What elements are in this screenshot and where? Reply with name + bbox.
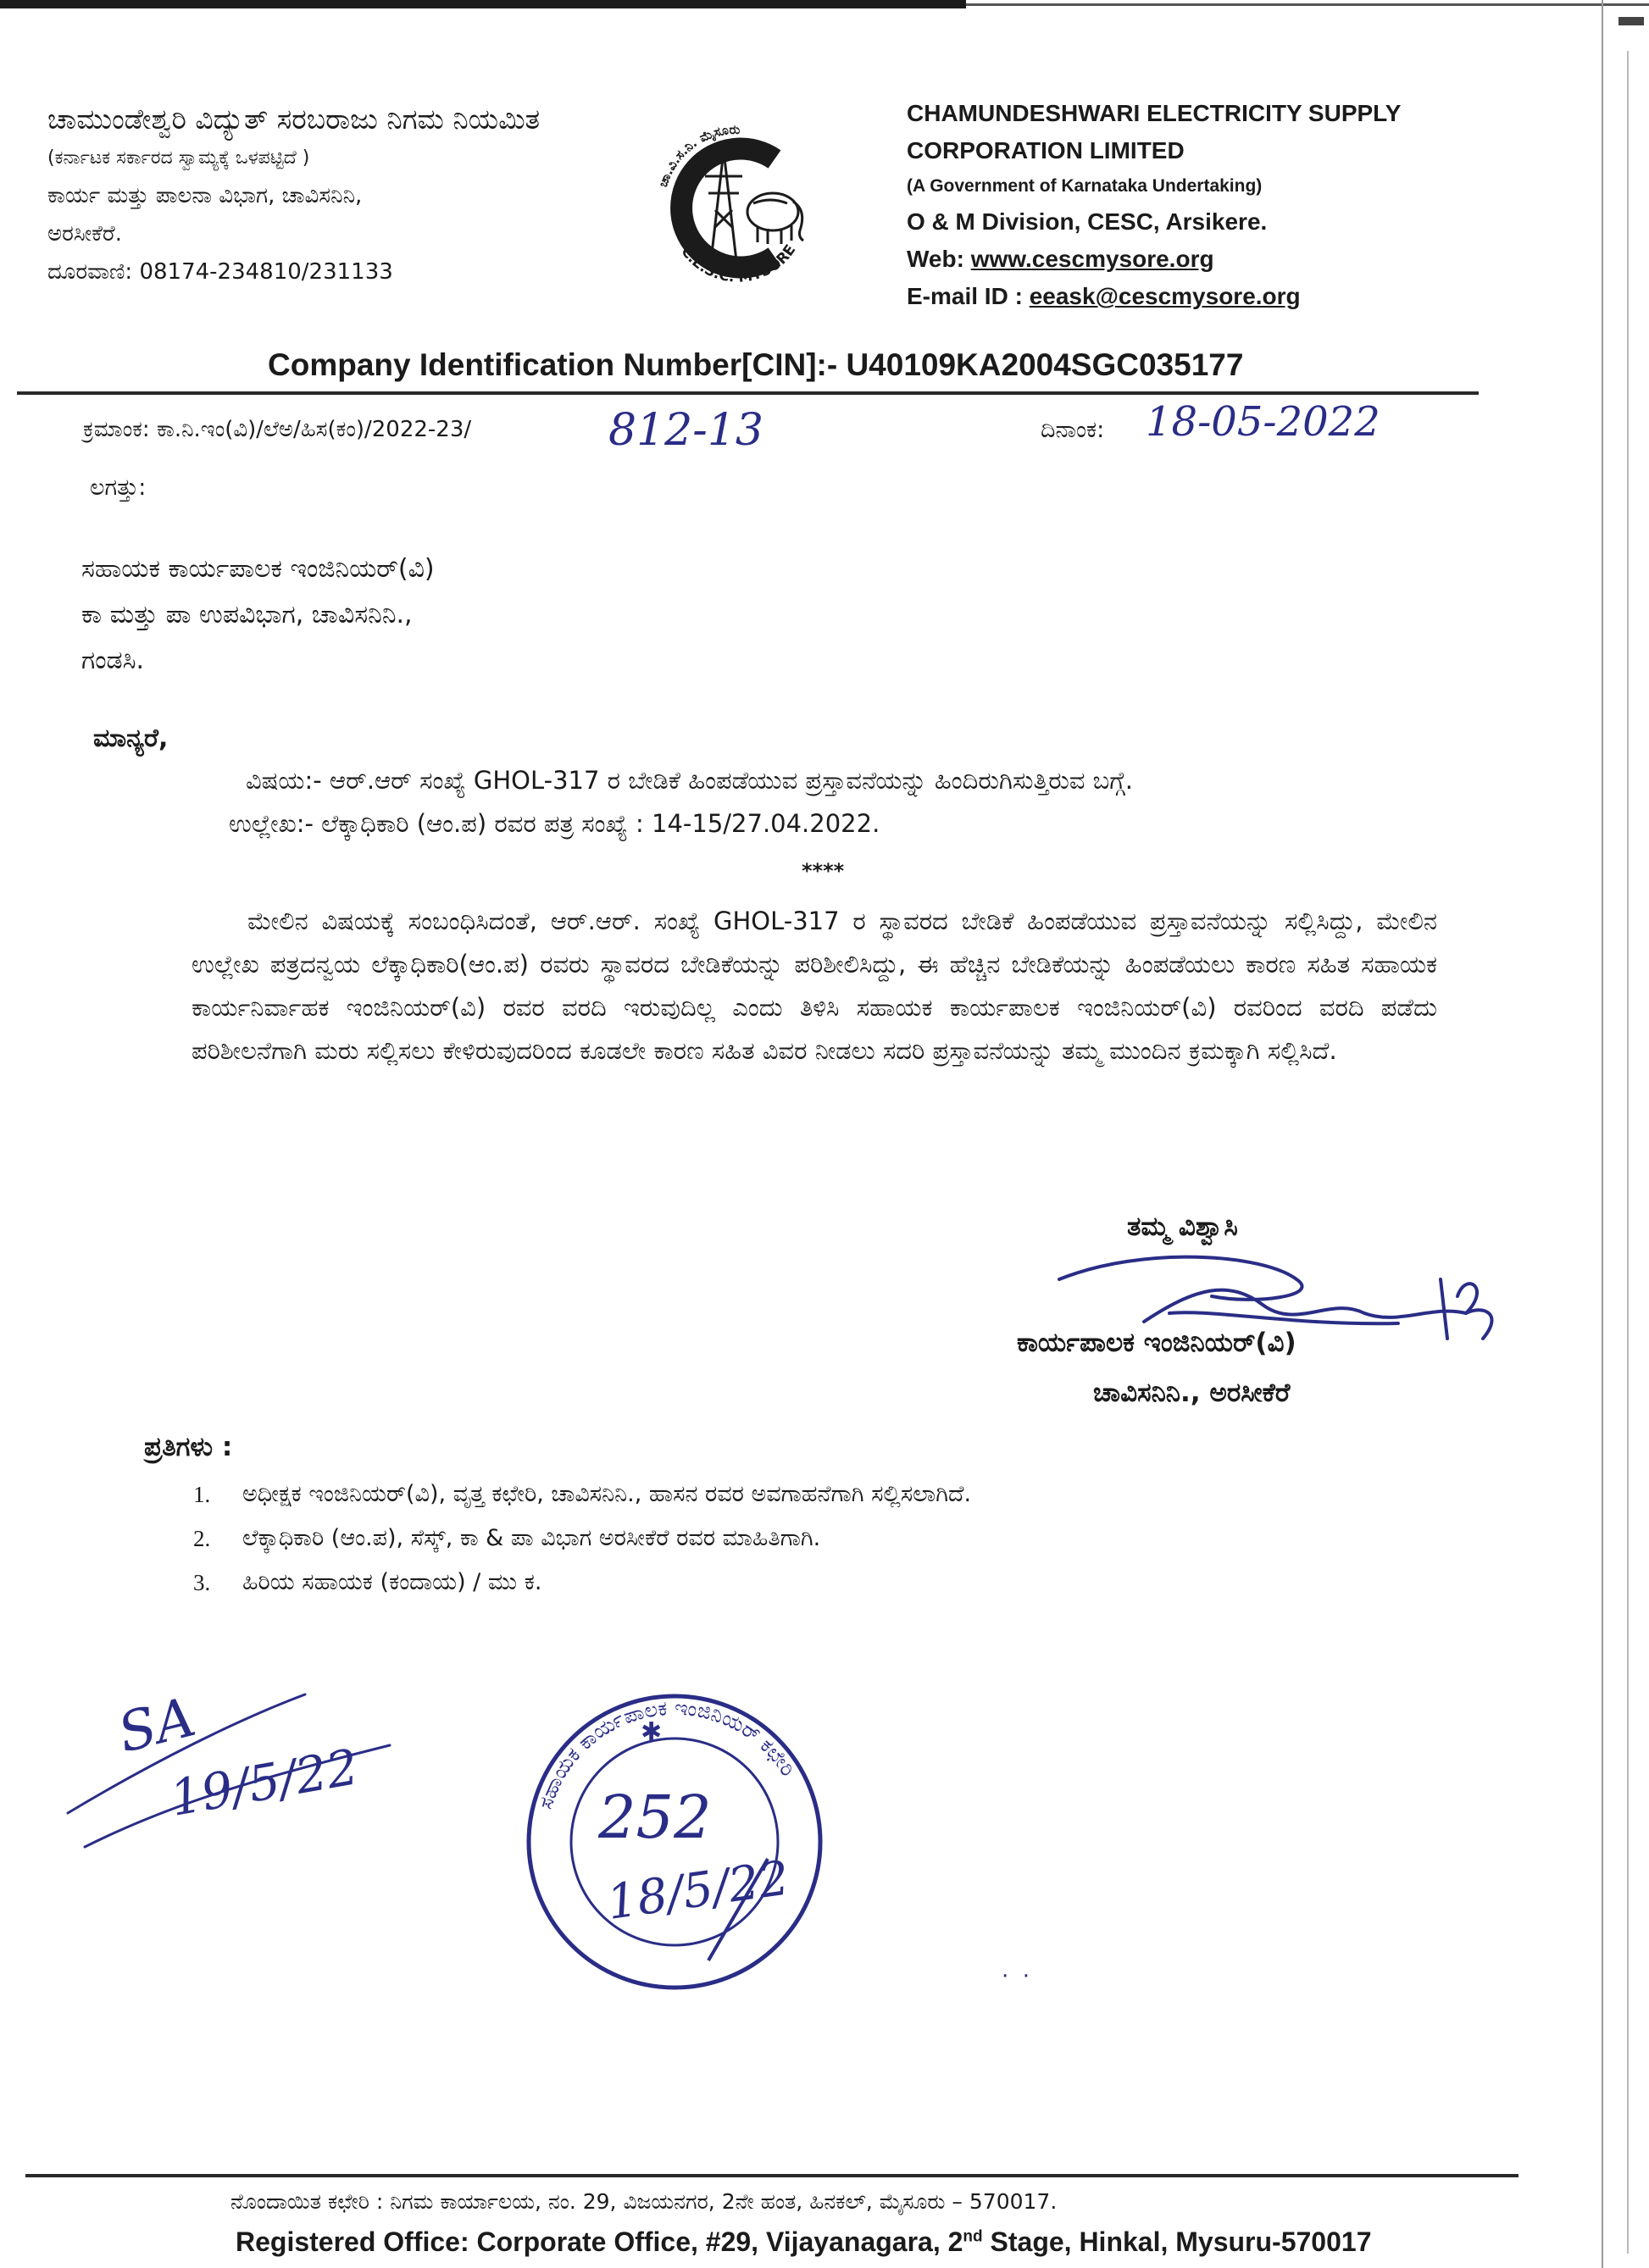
govt-undertaking-en: (A Government of Karnataka Undertaking) bbox=[907, 176, 1263, 196]
cesc-logo-icon bbox=[630, 100, 842, 312]
cin-number: Company Identification Number[CIN]:- U40109KA2004SGC035177 bbox=[268, 347, 1244, 382]
date-label: ದಿನಾಂಕ: bbox=[1041, 417, 1105, 443]
org-name-kn: ಚಾಮುಂಡೇಶ್ವರಿ ವಿದ್ಯುತ್ ಸರಬರಾಜು ನಿಗಮ ನಿಯಮಿತ bbox=[47, 103, 541, 136]
separator-stars: **** bbox=[802, 859, 845, 883]
addressee-line-2: ಕಾ ಮತ್ತು ಪಾ ಉಪವಿಭಾಗ, ಚಾವಿಸನಿನಿ., bbox=[81, 600, 413, 629]
handwritten-initials: SA bbox=[112, 1686, 202, 1766]
web-link[interactable]: www.cescmysore.org bbox=[970, 246, 1214, 272]
logo-bottom-text: C.E.S.C. MYSORE bbox=[677, 241, 800, 286]
copies-heading: ಪ್ರತಿಗಳು : bbox=[144, 1432, 233, 1462]
copy-text: ಅಧೀಕ್ಷಕ ಇಂಜಿನಿಯರ್(ವಿ), ವೃತ್ತ ಕಛೇರಿ, ಚಾವಿಸನಿನಿ., ಹಾಸನ ರವರ ಅವಗಾಹನೆಗಾಗಿ ಸಲ್ಲಿಸಲಾಗಿದೆ. bbox=[242, 1481, 972, 1507]
logo-top-text: ಚಾ.ವಿ.ಸ.ನಿ. ಮೈಸೂರು bbox=[655, 121, 741, 190]
phone-kn: ದೂರವಾಣಿ: 08174-234810/231133 bbox=[47, 259, 393, 285]
addressee-line-3: ಗಂಡಸಿ. bbox=[81, 646, 145, 675]
yours-faithfully: ತಮ್ಮ ವಿಶ್ವಾಸಿ bbox=[1127, 1212, 1238, 1242]
handwritten-date: 19/5/22 bbox=[165, 1738, 363, 1827]
letter-body: ಮೇಲಿನ ವಿಷಯಕ್ಕೆ ಸಂಬಂಧಿಸಿದಂತೆ, ಆರ್.ಆರ್. ಸಂಖ್ಯೆ GHOL-317 ರ ಸ್ಥಾವರದ ಬೇಡಿಕೆ ಹಿಂಪಡೆಯುವ ಪ್ರಸ್ತಾವನೆಯನ್ನು ಸಲ್ಲಿಸಿದ್ದು, ಮೇಲಿನ ಉಲ್ಲೇಖ ಪತ್ರದನ್ವಯ ಲೆಕ್ಕಾಧಿಕಾರಿ(ಆಂ.ಪ) ರವರು ಸ್ಥಾವರದ ಬೇಡಿಕೆಯನ್ನು ಪರಿಶೀಲಿಸಿದ್ದು, ಈ ಹೆಚ್ಚಿನ ಬೇಡಿಕೆಯನ್ನು ಹಿಂಪಡೆಯಲು ಕಾರಣ ಸಹಿತ ಸಹಾಯಕ ಕಾರ್ಯನಿರ್ವಾಹಕ ಇಂಜಿನಿಯರ್(ವಿ) ರವರ ವರದಿ ಇರುವುದಿಲ್ಲ ಎಂದು ತಿಳಿಸಿ ಸಹಾಯಕ ಕಾರ್ಯಪಾಲಕ ಇಂಜಿನಿಯರ್(ವಿ) ರವರಿಂದ ವರದಿ ಪಡೆದು ಪರಿಶೀಲನೆಗಾಗಿ ಮರು ಸಲ್ಲಿಸಲು ಕೇಳಿರುವುದರಿಂದ ಕೂಡಲೇ ಕಾರಣ ಸಹಿತ ವಿವರ ನೀಡಲು ಸದರಿ ಪ್ರಸ್ತಾವನೆಯನ್ನು ತಮ್ಮ ಮುಂದಿನ ಕ್ರಮಕ್ಕಾಗಿ ಸಲ್ಲಿಸಿದೆ. bbox=[192, 907, 1437, 1065]
footer-en-sup: nd bbox=[963, 2227, 983, 2246]
signatory-office: ಚಾವಿಸನಿನಿ., ಅರಸೀಕೆರೆ bbox=[1093, 1378, 1291, 1408]
copy-item bbox=[193, 1517, 971, 1561]
footer-address-en bbox=[236, 2226, 1371, 2258]
email-line bbox=[907, 278, 1517, 315]
addressee-block bbox=[81, 546, 435, 684]
copy-number: 2. bbox=[193, 1526, 211, 1551]
stamp-ring-text: ಸಹಾಯಕ ಕಾರ್ಯಪಾಲಕ ಇಂಜಿನಿಯರ್ ಕಛೇರಿ bbox=[533, 1695, 801, 1812]
org-name-en-2: CORPORATION LIMITED bbox=[907, 137, 1185, 164]
division-en: O & M Division, CESC, Arsikere. bbox=[907, 208, 1268, 235]
copy-item bbox=[193, 1561, 971, 1605]
email-label: E-mail ID : bbox=[907, 283, 1030, 309]
division-kn: ಕಾರ್ಯ ಮತ್ತು ಪಾಲನಾ ವಿಭಾಗ, ಚಾವಿಸನಿನಿ, bbox=[47, 183, 363, 208]
header-kannada bbox=[47, 100, 691, 291]
salutation: ಮಾನ್ಯರೆ, bbox=[93, 724, 169, 753]
web-line bbox=[907, 241, 1517, 278]
header-divider bbox=[17, 391, 1479, 395]
header-english bbox=[907, 95, 1517, 315]
org-name-en-1: CHAMUNDESHWARI ELECTRICITY SUPPLY bbox=[907, 100, 1402, 126]
govt-undertaking-kn: (ಕರ್ನಾಟಕ ಸರ್ಕಾರದ ಸ್ವಾಮ್ಯಕ್ಕೆ ಒಳಪಟ್ಟಿದೆ ) bbox=[47, 147, 310, 169]
reference-number-label: ಕ್ರಮಾಂಕ: ಕಾ.ನಿ.ಇಂ(ವಿ)/ಲೆಅ/ಹಿಸ(ಕಂ)/2022-23/ bbox=[83, 417, 472, 442]
stamp-date: 18/5/22 bbox=[603, 1850, 793, 1931]
office-stamp-icon bbox=[514, 1681, 836, 2003]
scan-edge-top bbox=[0, 0, 1649, 14]
stray-dots: · · bbox=[1002, 1964, 1030, 1989]
email-link[interactable]: eeask@cescmysore.org bbox=[1029, 283, 1301, 309]
copy-text: ಲೆಕ್ಕಾಧಿಕಾರಿ (ಆಂ.ಪ), ಸೆಸ್ಕ್, ಕಾ & ಪಾ ವಿಭಾಗ ಅರಸೀಕೆರೆ ರವರ ಮಾಹಿತಿಗಾಗಿ. bbox=[242, 1525, 821, 1551]
scan-edge-right bbox=[1593, 0, 1649, 2268]
town-kn: ಅರಸೀಕೆರೆ. bbox=[47, 221, 122, 247]
addressee-line-1: ಸಹಾಯಕ ಕಾರ್ಯಪಾಲಕ ಇಂಜಿನಿಯರ್(ವಿ) bbox=[81, 554, 435, 584]
copy-item bbox=[193, 1472, 971, 1517]
copy-number: 1. bbox=[193, 1482, 211, 1507]
date-handwritten: 18-05-2022 bbox=[1146, 398, 1380, 446]
footer-en-part1: Registered Office: Corporate Office, #29, Vijayanagara, 2 bbox=[236, 2226, 963, 2257]
stamp-number: 252 bbox=[598, 1783, 712, 1852]
copy-text: ಹಿರಿಯ ಸಹಾಯಕ (ಕಂದಾಯ) / ಮು ಕ. bbox=[242, 1569, 542, 1595]
copies-list bbox=[193, 1472, 971, 1605]
footer-en-part2: Stage, Hinkal, Mysuru-570017 bbox=[982, 2226, 1372, 2257]
enclosures-label: ಲಗತ್ತು: bbox=[90, 474, 147, 501]
reference-line: ಉಲ್ಲೇಖ:- ಲೆಕ್ಕಾಧಿಕಾರಿ (ಆಂ.ಪ) ರವರ ಪತ್ರ ಸಂಖ್ಯೆ : 14-15/27.04.2022. bbox=[229, 809, 880, 838]
signatory-designation: ಕಾರ್ಯಪಾಲಕ ಇಂಜಿನಿಯರ್(ವಿ) bbox=[1017, 1328, 1296, 1358]
reference-number-handwritten: 812-13 bbox=[608, 405, 763, 456]
footer-divider bbox=[25, 2174, 1519, 2177]
web-label: Web: bbox=[907, 246, 971, 272]
footer-address-kn: ನೊಂದಾಯಿತ ಕಛೇರಿ : ನಿಗಮ ಕಾರ್ಯಾಲಯ, ನಂ. 29, ವಿಜಯನಗರ, 2ನೇ ಹಂತ, ಹಿನಕಲ್, ಮೈಸೂರು – 570017. bbox=[230, 2189, 1058, 2214]
copy-number: 3. bbox=[193, 1570, 211, 1595]
svg-text:✱: ✱ bbox=[641, 1717, 663, 1747]
subject-line: ವಿಷಯ:- ಆರ್.ಆರ್ ಸಂಖ್ಯೆ GHOL-317 ರ ಬೇಡಿಕೆ ಹಿಂಪಡೆಯುವ ಪ್ರಸ್ತಾವನೆಯನ್ನು ಹಿಂದಿರುಗಿಸುತ್ತಿರುವ ಬಗ್ಗೆ. bbox=[246, 766, 1134, 795]
